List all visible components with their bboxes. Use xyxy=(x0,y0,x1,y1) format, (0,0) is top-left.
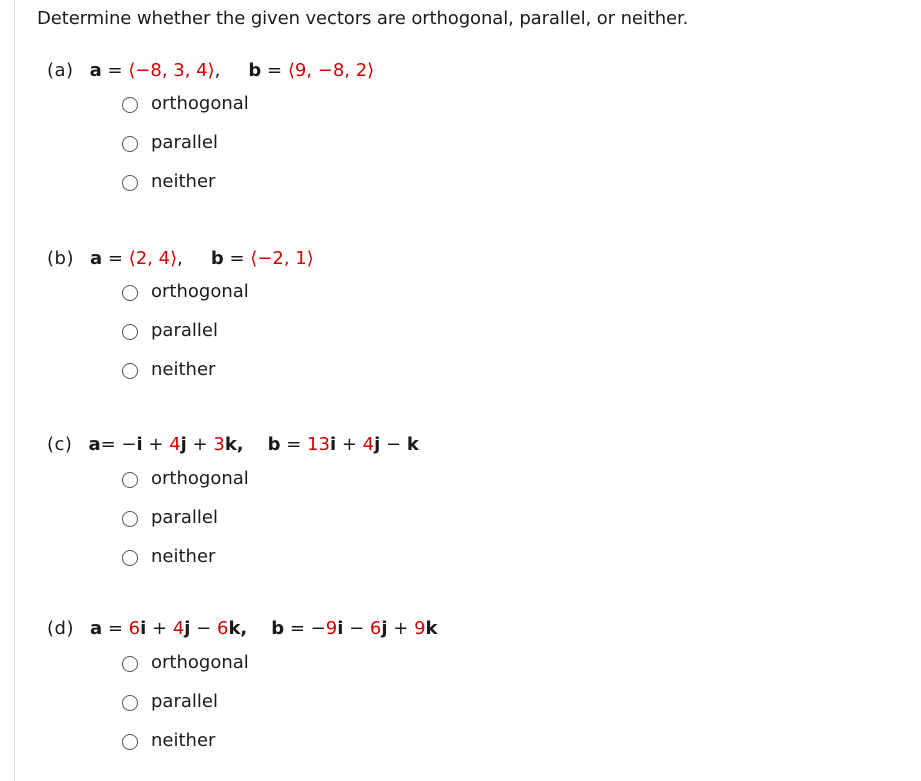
vector-symbol: k, xyxy=(228,617,248,639)
equals: = xyxy=(102,247,129,269)
radio-button[interactable] xyxy=(122,97,138,113)
part-c-vectors xyxy=(47,431,419,457)
part-label: (d) xyxy=(47,617,74,639)
equals: = xyxy=(261,59,288,81)
radio-button[interactable] xyxy=(122,363,138,379)
part-a xyxy=(47,57,374,208)
option-label: parallel xyxy=(151,691,218,712)
equals: = xyxy=(101,59,129,81)
option-label: orthogonal xyxy=(151,281,249,302)
vector-a-expression xyxy=(129,618,248,639)
option-orthogonal[interactable] xyxy=(122,650,438,689)
vector-term: = −9 xyxy=(284,617,338,639)
vector-b-name: b xyxy=(248,59,262,81)
part-b-vectors xyxy=(47,245,314,271)
option-label: orthogonal xyxy=(151,468,249,489)
vector-term: + 9 xyxy=(387,617,426,639)
vector-term: − 6 xyxy=(343,617,382,639)
option-label: neither xyxy=(151,546,216,567)
option-label: orthogonal xyxy=(151,652,249,673)
option-neither[interactable] xyxy=(122,357,314,396)
vector-term: + 4 xyxy=(146,617,185,639)
vector-symbol: k, xyxy=(224,433,244,455)
vector-a-name: a xyxy=(89,59,102,81)
separator: , xyxy=(214,59,221,81)
vector-symbol: b xyxy=(271,617,285,639)
part-d-options xyxy=(122,650,438,767)
option-neither[interactable] xyxy=(122,728,438,767)
vector-term: + 4 xyxy=(142,433,181,455)
vector-term: + 4 xyxy=(336,433,375,455)
vector-term: − 6 xyxy=(190,617,229,639)
radio-button[interactable] xyxy=(122,695,138,711)
vector-b-name: b xyxy=(210,247,224,269)
vector-b-values: −2, 1 xyxy=(257,247,307,269)
part-c xyxy=(47,431,419,583)
vector-term: − xyxy=(380,433,407,455)
option-orthogonal[interactable] xyxy=(122,279,314,318)
vector-b-rbracket: ⟩ xyxy=(367,59,375,81)
option-parallel[interactable] xyxy=(122,689,438,728)
vector-b-expression xyxy=(268,434,419,455)
vector-a-values: −8, 3, 4 xyxy=(135,59,208,81)
vector-a-rbracket: ⟩ xyxy=(170,247,178,269)
vector-symbol: i xyxy=(140,617,147,639)
part-label: (c) xyxy=(47,433,73,455)
part-label: (a) xyxy=(47,59,74,81)
option-label: orthogonal xyxy=(151,93,249,114)
option-parallel[interactable] xyxy=(122,318,314,357)
radio-button[interactable] xyxy=(122,175,138,191)
vector-symbol: j xyxy=(184,617,191,639)
vector-operator: i xyxy=(136,433,143,455)
vector-b-expression xyxy=(271,618,437,639)
radio-button[interactable] xyxy=(122,550,138,566)
radio-button[interactable] xyxy=(122,511,138,527)
part-b xyxy=(47,245,314,396)
vector-symbol: j xyxy=(381,617,388,639)
option-parallel[interactable] xyxy=(122,505,419,544)
radio-button[interactable] xyxy=(122,472,138,488)
vector-symbol: i xyxy=(329,433,337,455)
vector-symbol: b xyxy=(267,433,281,455)
equals: = xyxy=(102,617,129,639)
part-a-vectors xyxy=(47,57,374,83)
vector-b-lbracket: ⟨ xyxy=(250,247,258,269)
vector-b-values: 9, −8, 2 xyxy=(294,59,368,81)
radio-button[interactable] xyxy=(122,136,138,152)
vector-a-name: a xyxy=(89,247,103,269)
vector-term: = 13 xyxy=(280,433,330,455)
vector-b-lbracket: ⟨ xyxy=(287,59,295,81)
vector-symbol: j xyxy=(374,433,381,455)
option-label: neither xyxy=(151,730,216,751)
option-parallel[interactable] xyxy=(122,130,374,169)
vector-a-expression xyxy=(101,434,244,455)
vector-operator: = − xyxy=(100,433,137,455)
part-c-options xyxy=(122,466,419,583)
vector-symbol: k xyxy=(406,433,419,455)
vector-symbol: j xyxy=(180,433,187,455)
part-d xyxy=(47,615,438,767)
vector-a-name: a xyxy=(89,617,103,639)
option-neither[interactable] xyxy=(122,169,374,208)
vector-a-values: 2, 4 xyxy=(135,247,171,269)
separator: , xyxy=(177,247,183,269)
vector-term: 6 xyxy=(128,617,141,639)
vector-a-lbracket: ⟨ xyxy=(128,59,136,81)
vector-symbol: i xyxy=(337,617,344,639)
vector-symbol: k xyxy=(425,617,438,639)
radio-button[interactable] xyxy=(122,656,138,672)
option-label: parallel xyxy=(151,320,218,341)
question-text: Determine whether the given vectors are orthogonal, parallel, or neither. xyxy=(37,8,689,29)
vector-a-name: a xyxy=(88,433,101,455)
option-orthogonal[interactable] xyxy=(122,91,374,130)
part-label: (b) xyxy=(47,247,74,269)
vector-a-rbracket: ⟩ xyxy=(207,59,215,81)
radio-button[interactable] xyxy=(122,285,138,301)
vector-a-lbracket: ⟨ xyxy=(128,247,136,269)
radio-button[interactable] xyxy=(122,324,138,340)
part-b-options xyxy=(122,279,314,396)
equals: = xyxy=(223,247,251,269)
option-label: parallel xyxy=(151,507,218,528)
option-label: neither xyxy=(151,171,216,192)
option-orthogonal[interactable] xyxy=(122,466,419,505)
radio-button[interactable] xyxy=(122,734,138,750)
part-d-vectors xyxy=(47,615,438,641)
option-neither[interactable] xyxy=(122,544,419,583)
option-label: parallel xyxy=(151,132,218,153)
option-label: neither xyxy=(151,359,216,380)
vector-b-rbracket: ⟩ xyxy=(306,247,314,269)
vector-term: + 3 xyxy=(186,433,225,455)
part-a-options xyxy=(122,91,374,208)
